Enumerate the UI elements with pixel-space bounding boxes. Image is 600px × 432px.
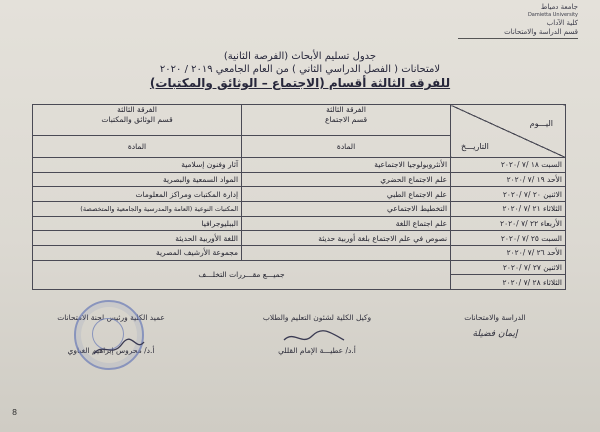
signature-exams [440,312,550,340]
title-line-2: لامتحانات ( الفصل الدراسي الثاني ) من العام الجامعي ٢٠١٩ / ٢٠٢٠ [159,64,441,75]
row-col2-subject: الببليوجرافيا [33,216,242,231]
table-row [33,158,566,173]
row-col2-subject: إدارة المكتبات ومراكز المعلومات [33,187,242,202]
row-col2-subject: آثار وفنون إسلامية [33,158,242,173]
row-col2-subject: اللغة الأوربية الحديثة [33,231,242,246]
document-titles [60,50,540,91]
faculty-name: كلية الآداب [546,19,578,27]
title-line-1: جدول تسليم الأبحاث (الفرصة الثانية) [223,51,377,62]
row-col2-subject: مجموعة الأرشيف المصرية [33,245,242,260]
row-date: الأحد ١٩ /٧ /٢٠٢٠ [451,172,566,187]
row-date: السبت ٢٥ /٧ /٢٠٢٠ [451,231,566,246]
row-date: السبت ١٨ /٧ /٢٠٢٠ [451,158,566,173]
corner-day-label: اليـــوم [529,119,553,128]
table-row [33,245,566,260]
university-name-ar: جامعة دمياط [540,3,578,11]
page-number: 8 [12,408,18,417]
table-row [33,260,566,275]
dean-handwritten-signature [88,336,148,362]
signature-exams-name: إيمان فضيلة [472,329,518,339]
row-date: الاثنين ٢٠ /٧ /٢٠٢٠ [451,187,566,202]
signature-vice-dean-title: وكيل الكلية لشئون التعليم والطلاب [262,313,372,322]
table-row [33,201,566,216]
corner-date-label: التاريـــخ [461,142,489,152]
col1-header-text: الفرقة الثالثة قسم الاجتماع [325,105,368,124]
row-date: الأحد ٢٦ /٧ /٢٠٢٠ [451,245,566,260]
signature-vice-dean-name: أ.د/ عطيـــة الإمام القللي [278,346,356,355]
table-row [33,187,566,202]
col1-header [242,105,451,136]
schedule-table [32,104,566,290]
col1-subject-label: المادة [242,136,451,158]
row-col1-subject: علم اجتماع اللغة [242,216,451,231]
vice-dean-handwritten-signature [280,326,350,348]
row-col2-subject: المكتبات النوعية (العامة والمدرسية والجامعية والمتخصصة) [33,201,242,216]
row-col1-subject: علم الاجتماع الحضري [242,172,451,187]
faculty-header [458,3,578,39]
corner-header-cell [451,105,566,158]
col2-subject-label: المادة [33,136,242,158]
table-row [33,172,566,187]
signature-dean-title: عميد الكلية ورئيس لجنة الامتحانات [57,313,165,322]
row-date: الثلاثاء ٢١ /٧ /٢٠٢٠ [451,201,566,216]
row-col2-subject: المواد السمعية والبصرية [33,172,242,187]
department-name: قسم الدراسة والامتحانات [458,28,578,39]
table-row [33,216,566,231]
row-col1-subject: نصوص في علم الاجتماع بلغة أوربية حديثة [242,231,451,246]
row-col1-subject: علم الاجتماع الطبي [242,187,451,202]
row-date: الأربعاء ٢٢ /٧ /٢٠٢٠ [451,216,566,231]
col2-header [33,105,242,136]
row-date: الثلاثاء ٢٨ /٧ /٢٠٢٠ [451,275,566,290]
row-date: الاثنين ٢٧ /٧ /٢٠٢٠ [451,260,566,275]
university-name-en: Damietta University [527,12,578,18]
row-col1-subject [242,245,451,260]
row-col1-subject: الأنثروبولوجيا الاجتماعية [242,158,451,173]
title-line-3: للفرقة الثالثة أقسام (الاجتماع – الوثائق والمكتبات) [149,76,451,90]
signature-exams-title: الدراسة والامتحانات [464,313,526,322]
table-row [33,231,566,246]
merged-subjects-cell: جميـــع مقـــررات التخلـــف [33,260,451,289]
col2-header-text: الفرقة الثالثة قسم الوثائق والمكتبات [101,105,173,124]
signature-dean-name: أ.د/ محروس إبراهيم الغباوي [67,346,155,355]
row-col1-subject: التخطيط الاجتماعي [242,201,451,216]
